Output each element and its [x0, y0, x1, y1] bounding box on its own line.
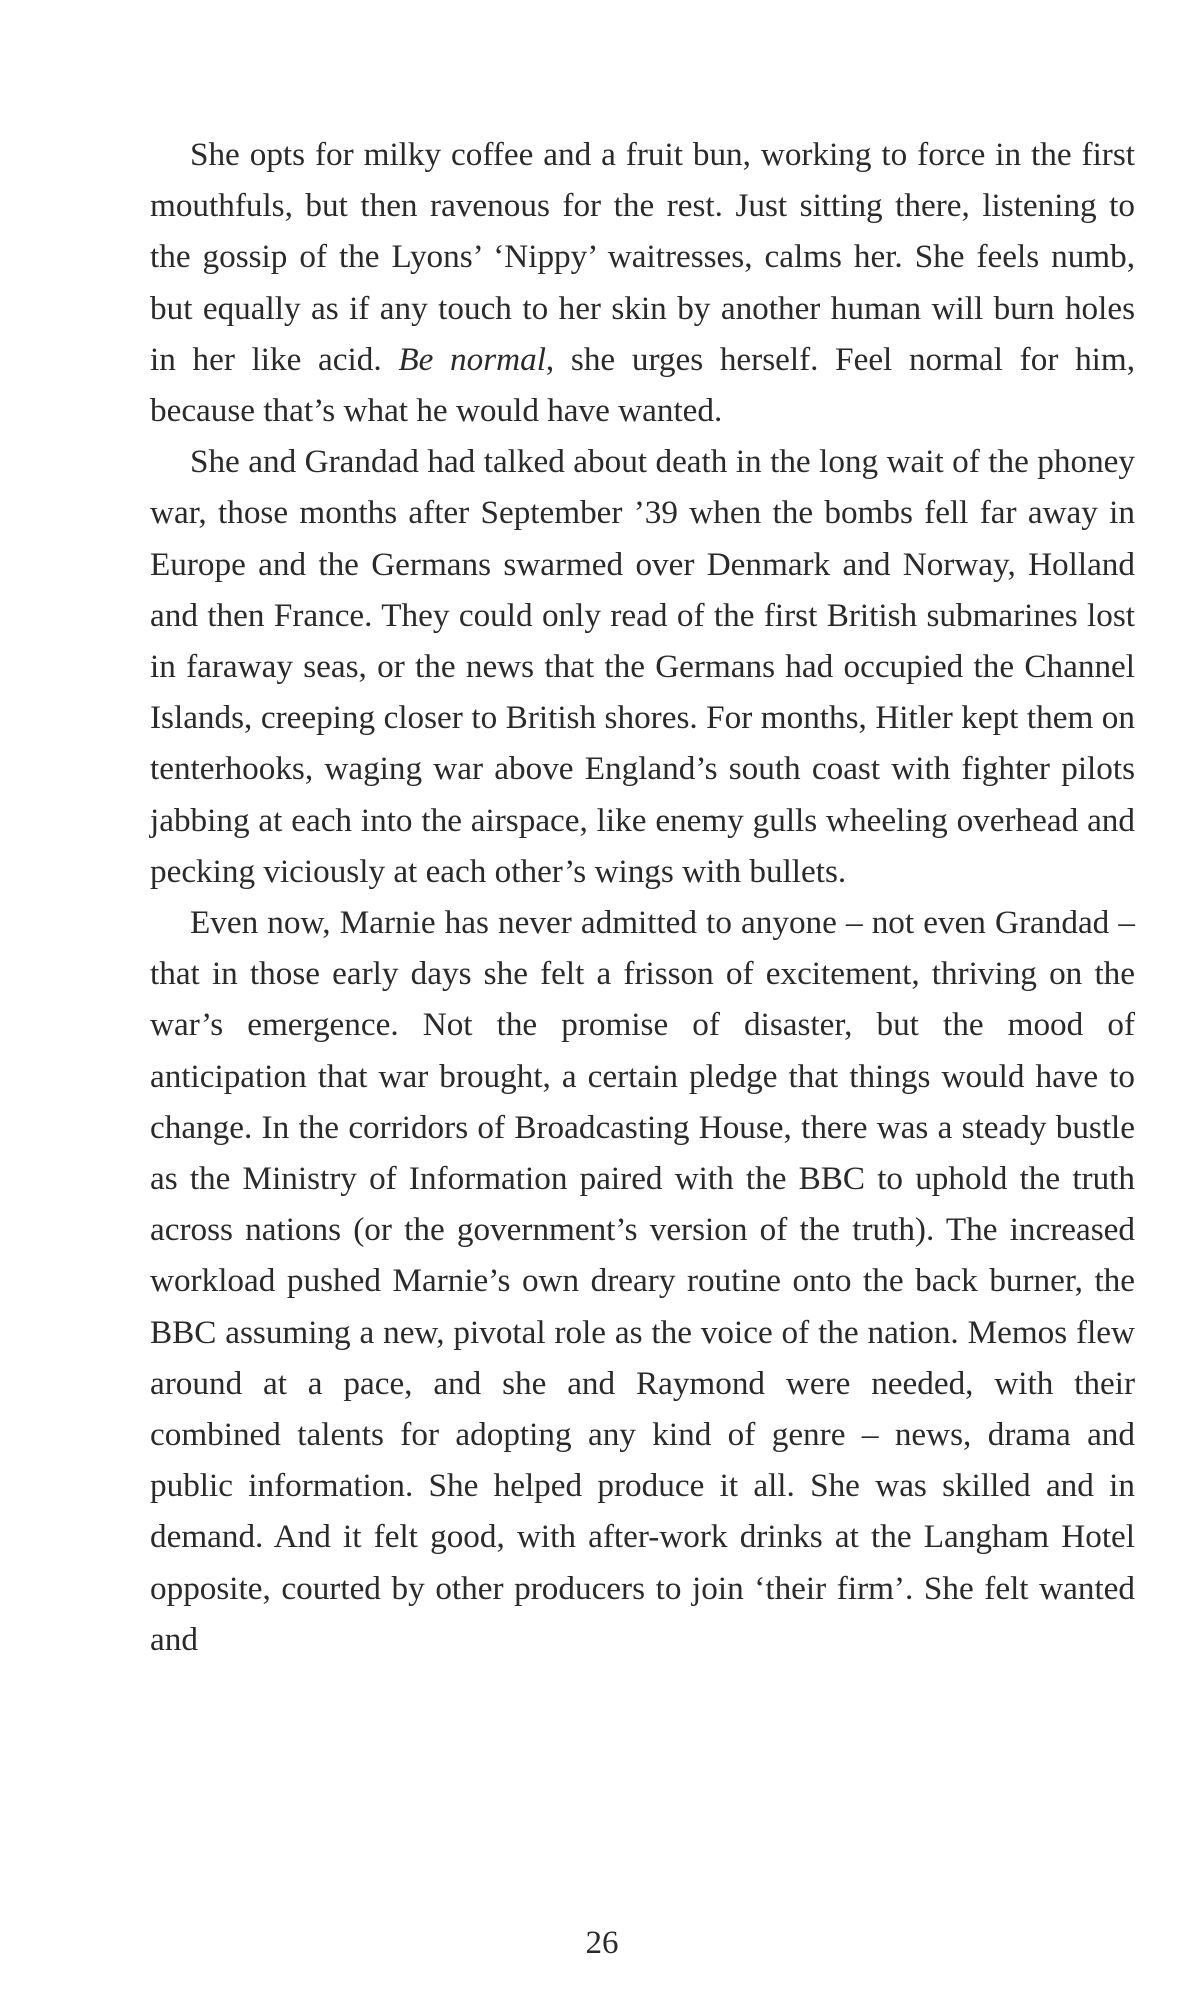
body-text — [150, 129, 1135, 1665]
paragraph-3-text: Even now, Marnie has never admitted to anyone – not even Grandad – that in those early days she felt a frisson of excitement, thriving on the war’s emergence. Not the promise of disaster, but the mood of anticipation that war brought, a certain pledge that things would have to change. In the corridors of Broadcasting House, there was a steady bustle as the Ministry of Information paired with the BBC to uphold the truth across nations (or the government’s version of the truth). The increased workload pushed Marnie’s own dreary routine onto the back burner, the BBC assuming a new, pivotal role as the voice of the nation. Memos flew around at a pace, and she and Raymond were needed, with their combined talents for adopting any kind of genre – news, drama and public information. She helped produce it all. She was skilled and in demand. And it felt good, with after-work drinks at the Langham Hotel opposite, courted by other producers to join ‘their firm’. She felt wanted and — [150, 904, 1135, 1658]
page-number: 26 — [585, 1925, 619, 1961]
paragraph-1-text-b: , she urges herself. Feel normal for him, because that’s what he would have wanted. — [150, 340, 1135, 430]
paragraph-3 — [150, 897, 1135, 1665]
paragraph-1-italic-be-normal: Be normal — [398, 340, 546, 378]
paragraph-1 — [150, 129, 1135, 436]
paragraph-2 — [150, 436, 1135, 897]
paragraph-2-text: She and Grandad had talked about death in the long wait of the phoney war, those months after September ’39 when the bombs fell far away in Europe and the Germans swarmed over Denmark and Norway, Holland and then France. They could only read of the first British submarines lost in faraway seas, or the news that the Germans had occupied the Channel Islands, creeping closer to British shores. For months, Hitler kept them on tenterhooks, waging war above England’s south coast with fighter pilots jabbing at each into the airspace, like enemy gulls wheeling overhead and pecking viciously at each other’s wings with bullets. — [150, 443, 1135, 890]
paragraph-1-text-a: She opts for milky coffee and a fruit bun, working to force in the first mouthfuls, but then ravenous for the rest. Just sitting there, listening to the gossip of the Lyons’ ‘Nippy’ waitresses, calms her. She feels numb, but equally as if any touch to her skin by another human will burn holes in her like acid. — [150, 136, 1135, 378]
